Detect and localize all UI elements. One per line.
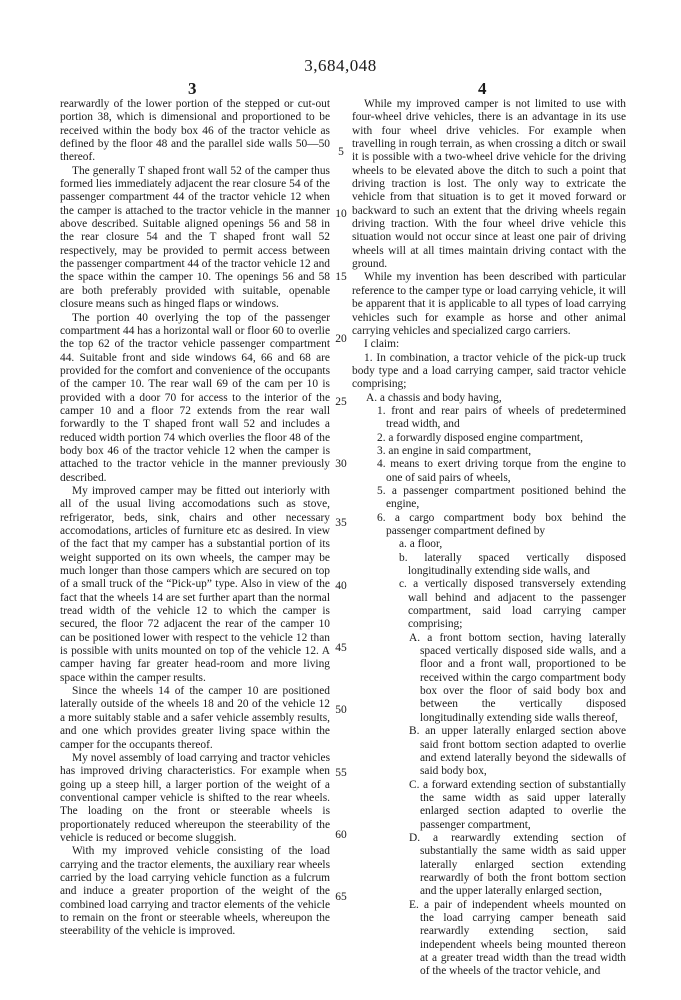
line-number: 5 xyxy=(338,146,344,158)
left-paragraph: Since the wheels 14 of the camper 10 are positioned laterally outside of the wheels 18 and 20 of the vehicle 12 a more suitably stable and a safer vehicle assembly results, and one which provides greater living space within the camper for the occupants thereof. xyxy=(60,685,330,751)
line-number: 30 xyxy=(335,458,347,470)
claim-item: a. a floor, xyxy=(399,538,443,551)
patent-number: 3,684,048 xyxy=(304,56,377,75)
right-column xyxy=(352,98,626,979)
claim-item: E. a pair of independent wheels mounted on the load carrying camper beneath said rearwardly extending section, said independent wheels being mounted thereon at a greater tread width than the tread width of the wheels of the tractor vehicle, and xyxy=(409,898,626,978)
line-number: 15 xyxy=(335,271,347,283)
right-paragraph: While my improved camper is not limited to use with four-wheel drive vehicles, there is an advantage in its use with four wheel drive vehicles. For example when travelling in rough terrain, as when crossing a ditch or swail it is possible with a two-wheel drive vehicle for the driving wheels to be elevated above the ditch to such a point that driving traction is lost. The only way to extricate the vehicle from that situation is to get it moved forward or backward to such an extent that the driving wheels regain driving traction. With the four wheel drive vehicle this situation would not occur since at least one pair of driving wheels will at all times maintain driving contact with the ground. xyxy=(352,98,626,271)
left-column xyxy=(60,98,330,939)
line-number: 25 xyxy=(335,396,347,408)
claim-item: 3. an engine in said compartment, xyxy=(377,444,532,457)
line-number: 40 xyxy=(335,580,347,592)
claim-intro: 1. In combination, a tractor vehicle of the pick-up truck body type and a load carrying camper, said tractor vehicle comprising; xyxy=(352,351,626,391)
claim-item: C. a forward extending section of substantially the same width as said upper laterally enlarged section adapted to overlie the passenger compartment, xyxy=(409,778,626,831)
claim-items xyxy=(352,392,626,979)
left-paragraph: rearwardly of the lower portion of the stepped or cut-out portion 38, which is dimensional and proportioned to be received within the body box 46 of the tractor vehicle as defined by the floor 48 and the parallel side walls 50—50 thereof. xyxy=(60,98,330,164)
claim-item: B. an upper laterally enlarged section above said front bottom section adapted to overlie and extend laterally beyond the sidewalls of said body box, xyxy=(409,725,626,778)
line-number: 65 xyxy=(335,891,347,903)
claim-item: 6. a cargo compartment body box behind the passenger compartment defined by xyxy=(377,511,626,537)
claim-item: 2. a forwardly disposed engine compartment, xyxy=(377,431,583,444)
claim-item: A. a front bottom section, having laterally spaced vertically disposed side walls, and a floor and a front wall, proportioned to be received within the cargo compartment body box over the floor of said body box and between the vertically disposed longitudinally extending side walls thereof, xyxy=(409,631,626,724)
line-number: 35 xyxy=(335,517,347,529)
claim-item: D. a rearwardly extending section of substantially the same width as said upper laterally enlarged section extending rearwardly of both the front bottom section and the upper laterally enlarged section, xyxy=(409,831,626,898)
line-number: 55 xyxy=(335,767,347,779)
right-column-number: 4 xyxy=(478,79,487,98)
line-number: 20 xyxy=(335,333,347,345)
claim-item: 1. front and rear pairs of wheels of predetermined tread width, and xyxy=(377,404,626,431)
line-number: 45 xyxy=(335,642,347,654)
line-number: 60 xyxy=(335,829,347,841)
right-paragraph: While my invention has been described with particular reference to the camper type or load carrying vehicle, it will be apparent that it is applicable to all types of load carrying vehicles such for example as horse and other animal carrying vehicles and specialized cargo carriers. xyxy=(352,271,626,337)
claim-item: 4. means to exert driving torque from the engine to one of said pairs of wheels, xyxy=(377,458,626,484)
left-column-number: 3 xyxy=(188,79,197,98)
left-paragraph: The portion 40 overlying the top of the passenger compartment 44 has a horizontal wall or floor 60 to overlie the top 62 of the tractor vehicle passenger compartment 44. Suitable front and side windows 64, 66 and 68 are provided for the comfort and convenience of the occupants of the camper 10. The rear wall 69 of the cam per 10 is provided with a door 70 for access to the interior of the camper 10 and a floor 72 extends from the rear wall forwardly to the T shaped front wall 52 and includes a reduced width portion 74 which overlies the floor 48 of the body box 46 of the tractor vehicle 12 when the camper is attached to the tractor vehicle in the manner previously described. xyxy=(60,311,330,484)
line-number: 50 xyxy=(335,704,347,716)
claim-heading: I claim: xyxy=(364,338,400,351)
left-paragraph: The generally T shaped front wall 52 of the camper thus formed lies immediately adjacent the rear closure 54 of the passenger compartment 44 of the tractor vehicle 12 when the camper is attached to the tractor vehicle in the manner above described. Suitable aligned openings 56 and 58 in the rear closure 54 and the T shaped front wall 52 respectively, may be provided to permit access between the passenger compartment 44 of the tractor vehicle 12 and the space within the camper 10. The openings 56 and 58 are both preferably provided with suitable, openable closure means such as hinged flaps or windows. xyxy=(60,164,330,311)
left-paragraph: My improved camper may be fitted out interiorly with all of the usual living accomodations such as stove, refrigerator, beds, sink, chairs and other necessary accomodations, articles of furniture etc as desired. In view of the fact that my camper has a substantial portion of its weight supported on its own wheels, the camper may be much longer than those campers which are secured on top of a small truck of the “Pick-up” type. Also in view of the fact that the wheels 14 are set further apart than the normal tread width of the vehicle 12 to which the camper is secured, the floor 72 adjacent the rear of the camper 10 can be positioned lower with respect to the vehicle 12 than is possible with units mounted on top of the vehicle 12. A camper having far greater head-room and more living space within the camper results. xyxy=(60,484,330,684)
line-number: 10 xyxy=(335,208,347,220)
claim-item: b. laterally spaced vertically disposed longitudinally extending side walls, and xyxy=(399,551,626,578)
claim-item: 5. a passenger compartment positioned behind the engine, xyxy=(377,484,626,511)
left-paragraph: My novel assembly of load carrying and tractor vehicles has improved driving characteristics. For example when going up a steep hill, a larger portion of the weight of a conventional camper vehicle is shifted to the rear wheels. The loading on the front or steerable wheels is proportionately reduced whereupon the steerability of the vehicle is reduced or become sluggish. xyxy=(60,751,330,844)
claim-item: A. a chassis and body having, xyxy=(366,391,502,404)
left-paragraph: With my improved vehicle consisting of the load carrying and the tractor elements, the auxiliary rear wheels carried by the load carrying vehicle function as a fulcrum and induce a greater proportion of the weight of the combined load carrying and tractor elements of the vehicle to remain on the front or steerable wheels, whereupon the steerability of the vehicle is improved. xyxy=(60,845,330,938)
claim-item: c. a vertically disposed transversely extending wall behind and adjacent to the passenger compartment, said load carrying camper comprising; xyxy=(399,578,626,631)
